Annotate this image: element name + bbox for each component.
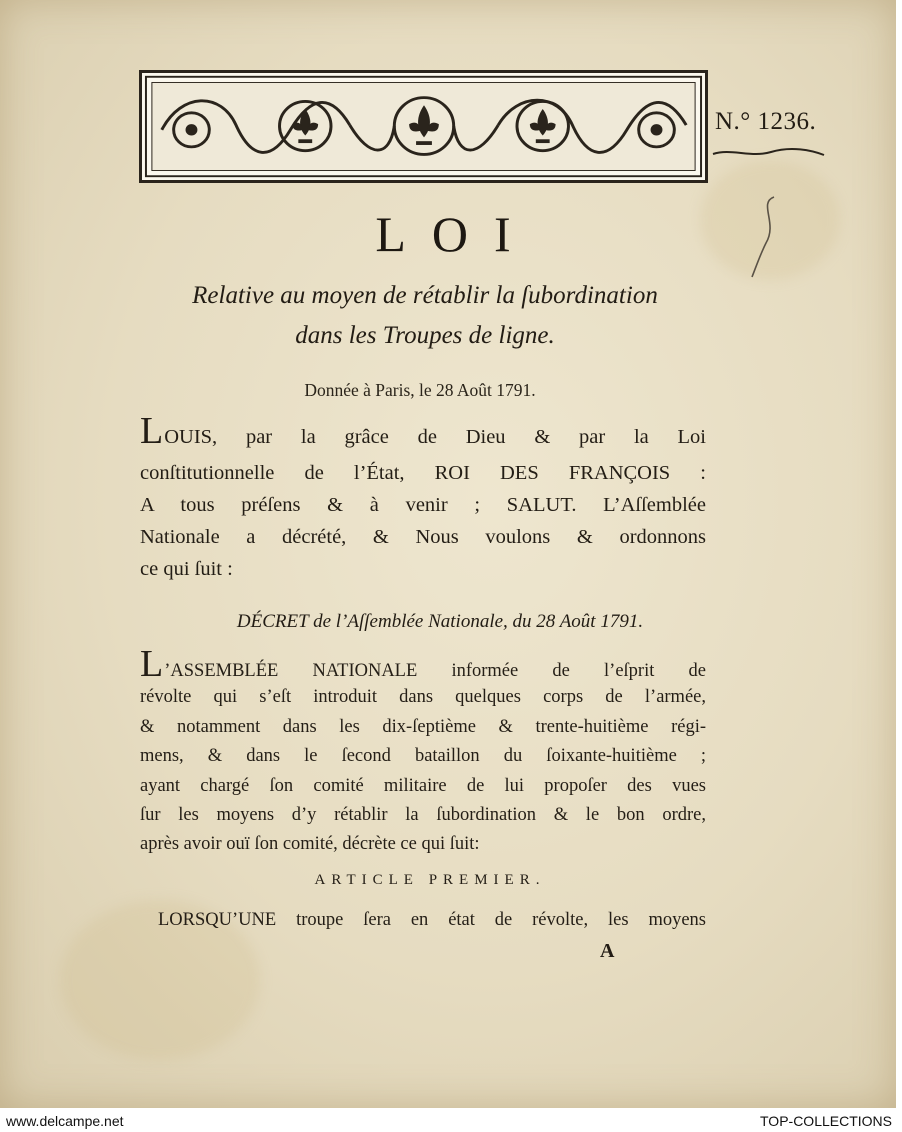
article-heading: ARTICLE PREMIER. [314, 872, 546, 888]
article-line-1: LORSQU’UNE troupe ſera en état de révolte, les moyens [158, 910, 706, 930]
subtitle-line-1: Relative au moyen de rétablir la ſubordination [192, 282, 658, 309]
preamble-line-5: ce qui ſuit : [140, 558, 233, 580]
number-underline [711, 146, 826, 160]
handwritten-mark [748, 193, 784, 279]
decree-line-4: mens, & dans le ſecond bataillon du ſoixante-huitième ; [140, 746, 706, 766]
decree-heading: DÉCRET de l’Aſſemblée Nationale, du 28 Août 1791. [236, 611, 644, 632]
preamble-line-1 [140, 412, 706, 450]
decree-line-1 [140, 645, 706, 683]
footer-watermark-right: TOP-COLLECTIONS [760, 1113, 892, 1129]
ornamental-banner [139, 70, 708, 183]
preamble-line-1-text: OUIS, par la grâce de Dieu & par la Loi [164, 426, 706, 448]
decree-line-6: ſur les moyens d’y rétablir la ſubordination & le bon ordre, [140, 805, 706, 825]
preamble-dropcap: L [140, 410, 165, 452]
decree-dropcap: L [140, 643, 165, 685]
ornament-icon [142, 73, 705, 180]
decree-line-1-text: ’ASSEMBLÉE NATIONALE informée de l’eſprit de [164, 661, 706, 681]
preamble-line-4: Nationale a décrété, & Nous voulons & ordonnons [140, 526, 706, 548]
decree-line-7: après avoir ouï ſon comité, décrète ce qui ſuit: [140, 834, 480, 854]
law-number: N.° 1236. [715, 108, 817, 135]
preamble-line-3: A tous préſens & à venir ; SALUT. L’Aſſemblée [140, 494, 706, 516]
decree-line-3: & notamment dans les dix-ſeptième & trente-huitième régi- [140, 717, 706, 737]
subtitle-line-2: dans les Troupes de ligne. [295, 322, 555, 349]
footer-watermark-left: www.delcampe.net [6, 1113, 124, 1129]
decree-line-5: ayant chargé ſon comité militaire de lui propoſer des vues [140, 776, 706, 796]
date-line: Donnée à Paris, le 28 Août 1791. [304, 380, 536, 400]
page-title: LOI [375, 206, 537, 262]
preamble-line-2: conſtitutionnelle de l’État, ROI DES FRANÇOIS : [140, 462, 706, 484]
signature-mark: A [600, 940, 615, 962]
decree-line-2: révolte qui s’eſt introduit dans quelques corps de l’armée, [140, 687, 706, 707]
